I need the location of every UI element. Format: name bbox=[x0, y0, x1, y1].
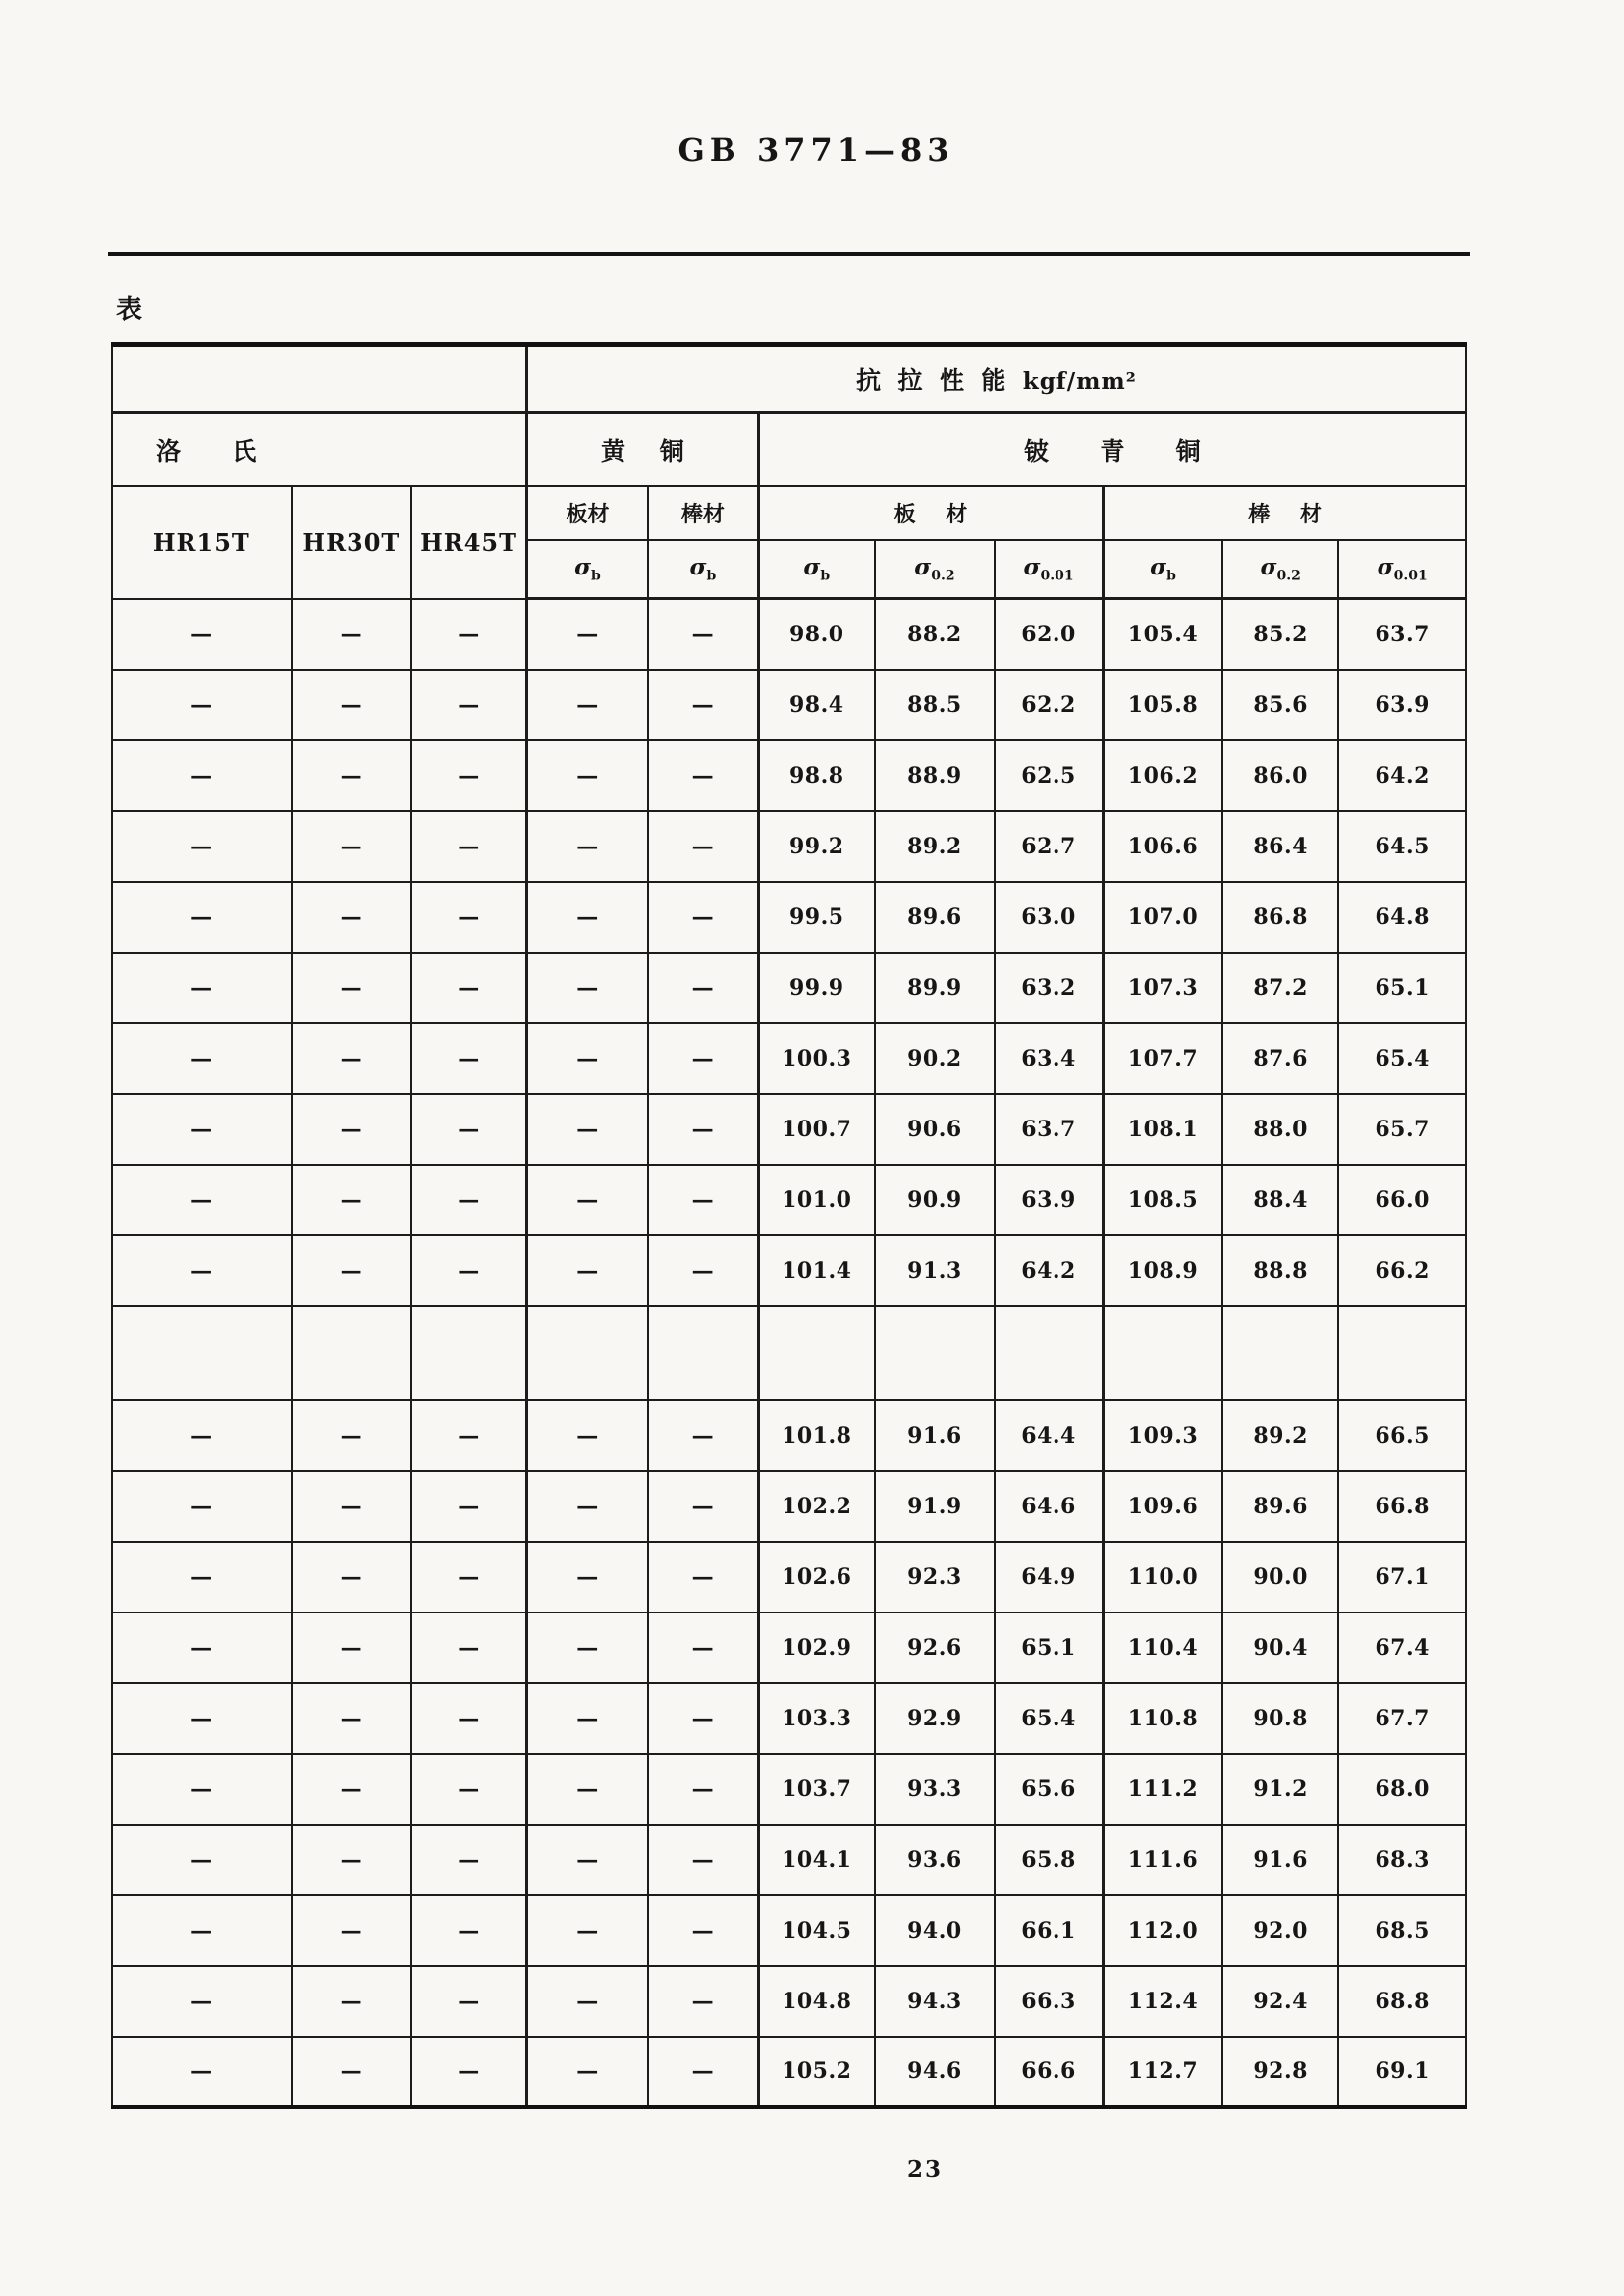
table-cell: — bbox=[648, 1613, 758, 1683]
table-cell: 99.9 bbox=[758, 953, 874, 1023]
table-cell: — bbox=[112, 1754, 292, 1825]
table-cell: — bbox=[411, 599, 526, 670]
table-cell: — bbox=[112, 670, 292, 740]
table-cell: — bbox=[112, 1400, 292, 1471]
table-cell: — bbox=[526, 1023, 647, 1094]
table-cell: 107.0 bbox=[1104, 882, 1222, 953]
table-cell: 65.4 bbox=[995, 1683, 1103, 1754]
table-cell: — bbox=[648, 1683, 758, 1754]
table-cell: — bbox=[526, 1235, 647, 1306]
table-cell: — bbox=[292, 1895, 411, 1966]
table-cell: 99.5 bbox=[758, 882, 874, 953]
table-cell: 69.1 bbox=[1338, 2037, 1466, 2107]
table-cell: 101.0 bbox=[758, 1165, 874, 1235]
header-beryllium-bronze: 铍 青 铜 bbox=[758, 413, 1466, 486]
table-cell: 101.8 bbox=[758, 1400, 874, 1471]
table-row bbox=[112, 1400, 1466, 1471]
table-cell: 111.6 bbox=[1104, 1825, 1222, 1895]
table-cell: 85.2 bbox=[1222, 599, 1338, 670]
table-cell: 92.8 bbox=[1222, 2037, 1338, 2107]
table-cell: 92.3 bbox=[875, 1542, 995, 1613]
table-cell bbox=[758, 1306, 874, 1400]
table-cell: — bbox=[292, 1023, 411, 1094]
table-cell: — bbox=[526, 1683, 647, 1754]
table-cell: — bbox=[648, 953, 758, 1023]
table-cell: 92.0 bbox=[1222, 1895, 1338, 1966]
table-row bbox=[112, 1683, 1466, 1754]
table-cell: — bbox=[648, 1400, 758, 1471]
table-cell: 91.6 bbox=[1222, 1825, 1338, 1895]
table-cell: 87.2 bbox=[1222, 953, 1338, 1023]
table-cell: 64.4 bbox=[995, 1400, 1103, 1471]
header-brass-sheet: 板材 bbox=[526, 486, 647, 540]
header-sigma-be-bar-02: $\sigma_{0.2}$ bbox=[1222, 540, 1338, 599]
table-cell: 66.6 bbox=[995, 2037, 1103, 2107]
table-cell: 68.3 bbox=[1338, 1825, 1466, 1895]
table-cell: 62.2 bbox=[995, 670, 1103, 740]
table-cell: — bbox=[648, 599, 758, 670]
table-cell: 106.6 bbox=[1104, 811, 1222, 882]
table-cell: — bbox=[648, 2037, 758, 2107]
table-cell: 104.5 bbox=[758, 1895, 874, 1966]
header-hr45t: HR45T bbox=[411, 486, 526, 599]
table-cell bbox=[1104, 1306, 1222, 1400]
table-cell: 63.4 bbox=[995, 1023, 1103, 1094]
header-empty-cell bbox=[112, 345, 526, 413]
table-cell: — bbox=[112, 1094, 292, 1165]
table-cell: — bbox=[411, 1683, 526, 1754]
table-cell: — bbox=[648, 670, 758, 740]
table-cell: — bbox=[411, 1542, 526, 1613]
table-cell: 87.6 bbox=[1222, 1023, 1338, 1094]
table-cell: 90.6 bbox=[875, 1094, 995, 1165]
table-cell: 90.0 bbox=[1222, 1542, 1338, 1613]
header-sigma-brass-sheet-b: $\sigma_b$ bbox=[526, 540, 647, 599]
table-cell: 88.8 bbox=[1222, 1235, 1338, 1306]
table-cell: 65.8 bbox=[995, 1825, 1103, 1895]
table-cell: 67.7 bbox=[1338, 1683, 1466, 1754]
table-cell: 86.8 bbox=[1222, 882, 1338, 953]
table-cell: 64.2 bbox=[995, 1235, 1103, 1306]
table-cell: 109.3 bbox=[1104, 1400, 1222, 1471]
table-cell: — bbox=[648, 1966, 758, 2037]
table-row bbox=[112, 1825, 1466, 1895]
table-cell bbox=[1222, 1306, 1338, 1400]
table-cell: 98.4 bbox=[758, 670, 874, 740]
table-cell: 104.8 bbox=[758, 1966, 874, 2037]
table-cell: 110.8 bbox=[1104, 1683, 1222, 1754]
table-cell: — bbox=[411, 953, 526, 1023]
table-cell: 63.7 bbox=[995, 1094, 1103, 1165]
table-cell: — bbox=[526, 1895, 647, 1966]
table-cell: — bbox=[411, 1400, 526, 1471]
table-cell: — bbox=[292, 599, 411, 670]
table-cell: 109.6 bbox=[1104, 1471, 1222, 1542]
table-cell: 68.0 bbox=[1338, 1754, 1466, 1825]
table-cell: 88.0 bbox=[1222, 1094, 1338, 1165]
table-cell: — bbox=[526, 2037, 647, 2107]
table-cell: — bbox=[411, 811, 526, 882]
table-cell: — bbox=[648, 1542, 758, 1613]
table-row bbox=[112, 2037, 1466, 2107]
table-cell: 103.3 bbox=[758, 1683, 874, 1754]
table-cell: — bbox=[112, 1165, 292, 1235]
table-row bbox=[112, 1895, 1466, 1966]
table-cell: — bbox=[411, 1966, 526, 2037]
table-cell: — bbox=[292, 882, 411, 953]
table-cell: 106.2 bbox=[1104, 740, 1222, 811]
table-cell: 62.7 bbox=[995, 811, 1103, 882]
conversion-table bbox=[111, 342, 1467, 2109]
table-cell: 64.8 bbox=[1338, 882, 1466, 953]
table-cell: — bbox=[526, 1966, 647, 2037]
table-cell: 66.2 bbox=[1338, 1235, 1466, 1306]
table-cell: — bbox=[292, 740, 411, 811]
tensile-title-text: 抗 拉 性 能 bbox=[856, 366, 1006, 395]
table-cell: 90.4 bbox=[1222, 1613, 1338, 1683]
table-cell: 100.7 bbox=[758, 1094, 874, 1165]
table-cell bbox=[995, 1306, 1103, 1400]
table-cell: — bbox=[648, 1825, 758, 1895]
table-cell bbox=[112, 1306, 292, 1400]
table-cell: — bbox=[648, 1235, 758, 1306]
table-cell: — bbox=[411, 1023, 526, 1094]
table-cell: 92.6 bbox=[875, 1613, 995, 1683]
table-cell: 65.6 bbox=[995, 1754, 1103, 1825]
header-hr15t: HR15T bbox=[112, 486, 292, 599]
table-cell: 111.2 bbox=[1104, 1754, 1222, 1825]
table-cell: — bbox=[112, 2037, 292, 2107]
table-cell: — bbox=[292, 1825, 411, 1895]
header-sigma-be-sheet-b: $\sigma_b$ bbox=[758, 540, 874, 599]
table-cell: — bbox=[112, 1966, 292, 2037]
table-cell: — bbox=[411, 1613, 526, 1683]
table-cell: — bbox=[112, 1825, 292, 1895]
table-cell: 94.0 bbox=[875, 1895, 995, 1966]
table-row bbox=[112, 670, 1466, 740]
table-cell: 68.8 bbox=[1338, 1966, 1466, 2037]
table-cell: — bbox=[112, 1683, 292, 1754]
header-sigma-brass-bar-b: $\sigma_b$ bbox=[648, 540, 758, 599]
table-cell: — bbox=[526, 1094, 647, 1165]
table-cell: — bbox=[292, 670, 411, 740]
table-cell: — bbox=[648, 740, 758, 811]
table-cell: — bbox=[411, 670, 526, 740]
table-cell: — bbox=[112, 1235, 292, 1306]
table-cell: 110.0 bbox=[1104, 1542, 1222, 1613]
table-cell: — bbox=[112, 1613, 292, 1683]
table-cell: — bbox=[292, 1471, 411, 1542]
table-cell: 105.2 bbox=[758, 2037, 874, 2107]
table-cell: 63.0 bbox=[995, 882, 1103, 953]
table-cell: 94.6 bbox=[875, 2037, 995, 2107]
table-cell: — bbox=[292, 2037, 411, 2107]
table-cell: 88.2 bbox=[875, 599, 995, 670]
header-rockwell: 洛 氏 bbox=[112, 413, 526, 486]
table-cell: — bbox=[112, 1542, 292, 1613]
header-row-sections bbox=[112, 413, 1466, 486]
header-row-materials bbox=[112, 486, 1466, 540]
table-cell: 103.7 bbox=[758, 1754, 874, 1825]
table-row bbox=[112, 1023, 1466, 1094]
table-row bbox=[112, 1471, 1466, 1542]
table-cell: 102.2 bbox=[758, 1471, 874, 1542]
table-cell: — bbox=[648, 811, 758, 882]
table-cell: — bbox=[411, 1094, 526, 1165]
table-cell: 89.9 bbox=[875, 953, 995, 1023]
table-cell: — bbox=[648, 1094, 758, 1165]
table-cell: 86.0 bbox=[1222, 740, 1338, 811]
table-cell: — bbox=[292, 1542, 411, 1613]
table-cell: — bbox=[526, 1400, 647, 1471]
table-cell: — bbox=[292, 1966, 411, 2037]
table-body bbox=[112, 599, 1466, 2107]
table-cell: 101.4 bbox=[758, 1235, 874, 1306]
table-cell: — bbox=[112, 811, 292, 882]
table-cell: 66.1 bbox=[995, 1895, 1103, 1966]
table-cell: — bbox=[526, 811, 647, 882]
table-cell: — bbox=[292, 1754, 411, 1825]
table-cell: 89.2 bbox=[875, 811, 995, 882]
table-cell: — bbox=[526, 1613, 647, 1683]
table-cell: — bbox=[112, 953, 292, 1023]
table-cell: 108.9 bbox=[1104, 1235, 1222, 1306]
table-cell: 104.1 bbox=[758, 1825, 874, 1895]
table-cell: — bbox=[526, 1754, 647, 1825]
header-hr30t: HR30T bbox=[292, 486, 411, 599]
table-cell: 107.3 bbox=[1104, 953, 1222, 1023]
table-cell: — bbox=[112, 740, 292, 811]
table-cell: 105.8 bbox=[1104, 670, 1222, 740]
table-cell bbox=[411, 1306, 526, 1400]
header-sigma-be-sheet-02: $\sigma_{0.2}$ bbox=[875, 540, 995, 599]
table-cell: 62.5 bbox=[995, 740, 1103, 811]
table-cell: 94.3 bbox=[875, 1966, 995, 2037]
table-cell: — bbox=[648, 882, 758, 953]
header-be-bar: 棒 材 bbox=[1104, 486, 1466, 540]
table-cell: 89.6 bbox=[875, 882, 995, 953]
table-cell: 85.6 bbox=[1222, 670, 1338, 740]
table-cell: — bbox=[292, 1165, 411, 1235]
table-row bbox=[112, 1754, 1466, 1825]
table-cell: — bbox=[411, 740, 526, 811]
table-cell: — bbox=[648, 1895, 758, 1966]
table-cell: — bbox=[292, 1613, 411, 1683]
header-sigma-be-sheet-001: $\sigma_{0.01}$ bbox=[995, 540, 1103, 599]
table-cell: 100.3 bbox=[758, 1023, 874, 1094]
table-cell: 91.9 bbox=[875, 1471, 995, 1542]
table-cell: 63.2 bbox=[995, 953, 1103, 1023]
table-cell: — bbox=[112, 1895, 292, 1966]
header-tensile-title bbox=[526, 345, 1466, 413]
table-cell: — bbox=[648, 1023, 758, 1094]
table-cell: 63.9 bbox=[995, 1165, 1103, 1235]
table-cell: 90.8 bbox=[1222, 1683, 1338, 1754]
table-row bbox=[112, 811, 1466, 882]
table-cell bbox=[526, 1306, 647, 1400]
table-cell: 89.6 bbox=[1222, 1471, 1338, 1542]
table-cell: 99.2 bbox=[758, 811, 874, 882]
table-row bbox=[112, 740, 1466, 811]
table-cell: 112.7 bbox=[1104, 2037, 1222, 2107]
table-cell: — bbox=[526, 599, 647, 670]
table-row bbox=[112, 1235, 1466, 1306]
table-cell: 88.9 bbox=[875, 740, 995, 811]
table-cell: 64.6 bbox=[995, 1471, 1103, 1542]
table-cell: — bbox=[112, 882, 292, 953]
table-cell: 65.4 bbox=[1338, 1023, 1466, 1094]
table-label: 表 bbox=[116, 295, 142, 325]
table-cell: 62.0 bbox=[995, 599, 1103, 670]
table-cell: 108.1 bbox=[1104, 1094, 1222, 1165]
table-cell: — bbox=[292, 953, 411, 1023]
table-cell: 92.4 bbox=[1222, 1966, 1338, 2037]
table-cell: — bbox=[526, 1542, 647, 1613]
table-cell: — bbox=[411, 1754, 526, 1825]
table-cell: 64.2 bbox=[1338, 740, 1466, 811]
table-cell: 66.8 bbox=[1338, 1471, 1466, 1542]
table-cell: — bbox=[411, 1165, 526, 1235]
table-cell: 67.1 bbox=[1338, 1542, 1466, 1613]
table-cell: 98.0 bbox=[758, 599, 874, 670]
header-be-sheet: 板 材 bbox=[758, 486, 1103, 540]
table-cell: 63.7 bbox=[1338, 599, 1466, 670]
table-cell: 110.4 bbox=[1104, 1613, 1222, 1683]
table-cell: 91.3 bbox=[875, 1235, 995, 1306]
table-cell: 92.9 bbox=[875, 1683, 995, 1754]
table-cell: 66.3 bbox=[995, 1966, 1103, 2037]
table-row bbox=[112, 1165, 1466, 1235]
table-cell: 91.2 bbox=[1222, 1754, 1338, 1825]
table-cell: 112.0 bbox=[1104, 1895, 1222, 1966]
table-row-empty bbox=[112, 1306, 1466, 1400]
table-row bbox=[112, 1613, 1466, 1683]
table-cell: 90.9 bbox=[875, 1165, 995, 1235]
table-cell: 65.1 bbox=[995, 1613, 1103, 1683]
table-cell: — bbox=[292, 1683, 411, 1754]
table-cell: 90.2 bbox=[875, 1023, 995, 1094]
table-cell bbox=[292, 1306, 411, 1400]
table-cell: — bbox=[526, 1471, 647, 1542]
table-row bbox=[112, 882, 1466, 953]
table-cell: 112.4 bbox=[1104, 1966, 1222, 2037]
header-sigma-be-bar-b: $\sigma_b$ bbox=[1104, 540, 1222, 599]
table-header bbox=[112, 345, 1466, 599]
table-cell: — bbox=[292, 811, 411, 882]
table-cell: 64.9 bbox=[995, 1542, 1103, 1613]
header-brass: 黄 铜 bbox=[526, 413, 758, 486]
table-cell: — bbox=[292, 1235, 411, 1306]
table-cell: — bbox=[292, 1400, 411, 1471]
table-cell: — bbox=[112, 1471, 292, 1542]
table-cell: 105.4 bbox=[1104, 599, 1222, 670]
table-cell: 66.0 bbox=[1338, 1165, 1466, 1235]
table-cell: 64.5 bbox=[1338, 811, 1466, 882]
table-cell bbox=[1338, 1306, 1466, 1400]
table-cell: — bbox=[112, 599, 292, 670]
table-cell: — bbox=[411, 1825, 526, 1895]
table-cell: — bbox=[526, 882, 647, 953]
table-row bbox=[112, 599, 1466, 670]
table-cell: — bbox=[526, 740, 647, 811]
table-cell: 108.5 bbox=[1104, 1165, 1222, 1235]
table-cell: — bbox=[411, 1471, 526, 1542]
table-cell: 65.1 bbox=[1338, 953, 1466, 1023]
table-cell: — bbox=[411, 1895, 526, 1966]
table-cell: 65.7 bbox=[1338, 1094, 1466, 1165]
header-brass-bar: 棒材 bbox=[648, 486, 758, 540]
table-cell: — bbox=[526, 670, 647, 740]
table-row bbox=[112, 1094, 1466, 1165]
table-cell: 66.5 bbox=[1338, 1400, 1466, 1471]
table-cell: 102.9 bbox=[758, 1613, 874, 1683]
table-cell: 93.3 bbox=[875, 1754, 995, 1825]
page-number: 23 bbox=[907, 2157, 944, 2183]
table-cell: 93.6 bbox=[875, 1825, 995, 1895]
table-cell: — bbox=[292, 1094, 411, 1165]
tensile-unit: kgf/mm² bbox=[1022, 368, 1137, 395]
table-row bbox=[112, 1542, 1466, 1613]
table-cell: — bbox=[648, 1165, 758, 1235]
table-cell: 68.5 bbox=[1338, 1895, 1466, 1966]
table-cell: 88.4 bbox=[1222, 1165, 1338, 1235]
title-rule bbox=[108, 252, 1470, 256]
table-cell: — bbox=[411, 882, 526, 953]
document-title: GB 3771—83 bbox=[677, 132, 954, 169]
table-cell: — bbox=[526, 1825, 647, 1895]
table-cell: 107.7 bbox=[1104, 1023, 1222, 1094]
table-row bbox=[112, 953, 1466, 1023]
table-cell: — bbox=[648, 1754, 758, 1825]
table-cell: 91.6 bbox=[875, 1400, 995, 1471]
table-cell: 102.6 bbox=[758, 1542, 874, 1613]
table-cell bbox=[648, 1306, 758, 1400]
table-cell bbox=[875, 1306, 995, 1400]
header-sigma-be-bar-001: $\sigma_{0.01}$ bbox=[1338, 540, 1466, 599]
table-cell: 98.8 bbox=[758, 740, 874, 811]
table-cell: 63.9 bbox=[1338, 670, 1466, 740]
table-row bbox=[112, 1966, 1466, 2037]
table-cell: — bbox=[526, 953, 647, 1023]
table-cell: — bbox=[648, 1471, 758, 1542]
header-row-tensile bbox=[112, 345, 1466, 413]
table-cell: — bbox=[411, 1235, 526, 1306]
table-cell: — bbox=[526, 1165, 647, 1235]
table-cell: 88.5 bbox=[875, 670, 995, 740]
table-cell: 89.2 bbox=[1222, 1400, 1338, 1471]
table-cell: 67.4 bbox=[1338, 1613, 1466, 1683]
table-cell: — bbox=[411, 2037, 526, 2107]
table-cell: — bbox=[112, 1023, 292, 1094]
table-cell: 86.4 bbox=[1222, 811, 1338, 882]
